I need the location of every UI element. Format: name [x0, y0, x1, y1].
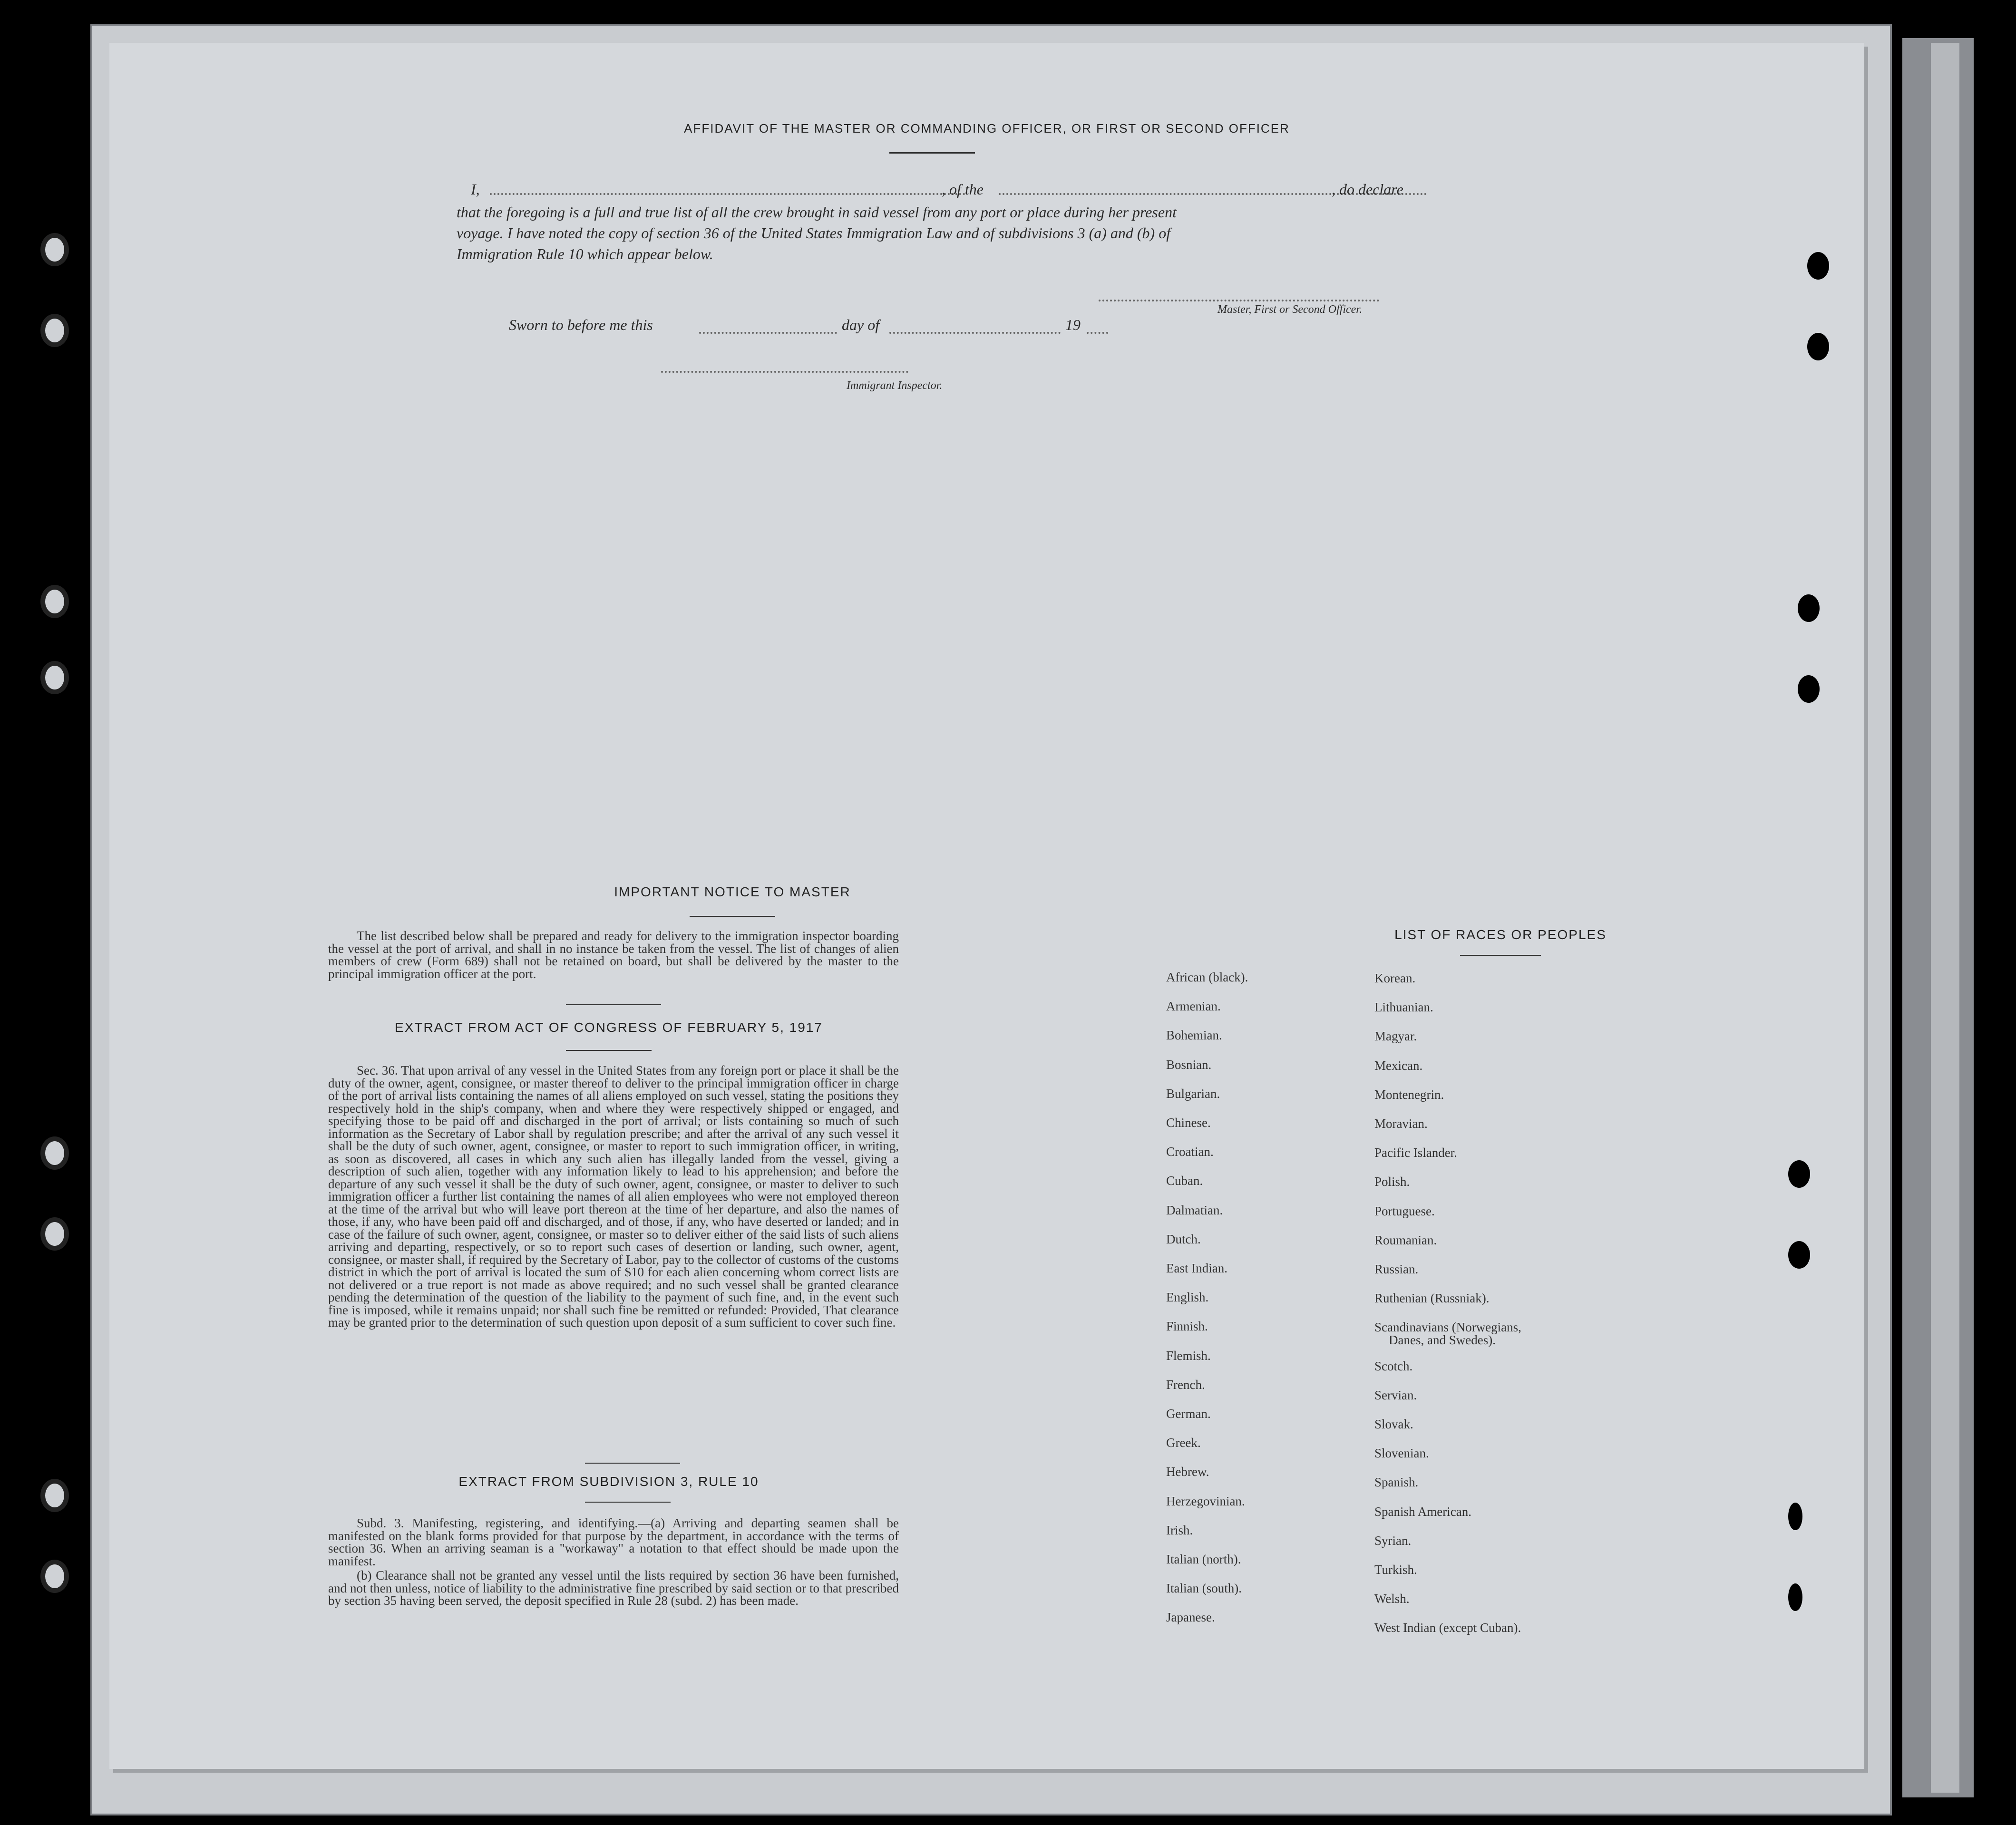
sworn-month-blank[interactable]: [889, 332, 1061, 334]
punch-hole: [1788, 1241, 1810, 1269]
race-item: Welsh.: [1374, 1592, 1410, 1606]
notice-title: IMPORTANT NOTICE TO MASTER: [614, 884, 851, 899]
binder-hole: [40, 661, 69, 694]
punch-hole: [1807, 252, 1829, 280]
act-section-36-text: Sec. 36. That upon arrival of any vessel in the United States from any foreign port or place it shall be the duty of the owner, agent, consignee, or master thereof to deliver to the principal immigration officer in charge of the port of arrival lists containing the names of all aliens employed on such vessel, stating the positions they respectively hold in the ship's company, when and where they were respectively shipped or engaged, and specifying those to be paid off and discharged in the port of arrival; or lists containing so much of such information as the Secretary of Labor shall by regulation prescribe; and after the arrival of any such vessel it shall be the duty of such owner, agent, consignee, or master to report to such immigration officer, in writing, as soon as discovered, all cases in which any such alien has illegally landed from the vessel, giving a description of such alien, together with any information likely to lead to his apprehension; and before the departure of any such vessel it shall be the duty of such owner, agent, consignee, or master to deliver to such immigration officer a further list containing the names of all alien employees who were not employed thereon at the time of the arrival but who will leave port thereon at the time of her departure, and also the names of those, if any, who have been paid off and discharged, and of those, if any, who have deserted or landed; and in case of the failure of such owner, agent, consignee, or master so to deliver either of the said lists of such aliens arriving and departing, respectively, or so to report such cases of desertion or landing, such owner, agent, consignee, or master shall, if required by the Secretary of Labor, pay to the collector of customs of the customs district in which the port of arrival is located the sum of $10 for each alien concerning whom correct lists are not delivered or a true report is not made as above required; and no such vessel shall be granted clearance pending the determination of the question of the liability to the payment of such fine, and, in the event such fine is imposed, while it remains unpaid; nor shall such fine be remitted or refunded: Provided, That clearance may be granted prior to the determination of such question upon deposit of a sum sufficient to cover such fine.: [328, 1063, 899, 1330]
notice-rule: [690, 916, 775, 917]
race-item: East Indian.: [1166, 1261, 1227, 1275]
punch-hole: [1788, 1160, 1810, 1188]
race-item: Scandinavians (Norwegians,: [1374, 1320, 1521, 1335]
race-item: Bulgarian.: [1166, 1086, 1220, 1101]
sworn-label: Sworn to before me this: [509, 316, 653, 333]
race-item: English.: [1166, 1290, 1209, 1305]
races-rule: [1460, 955, 1541, 956]
day-of-label: day of: [842, 316, 880, 333]
race-item: Turkish.: [1374, 1563, 1417, 1577]
race-item: Herzegovinian.: [1166, 1494, 1245, 1508]
affidavit-line-2: that the foregoing is a full and true list of all the crew brought in said vessel from any port or place during her present: [457, 204, 1177, 221]
name-blank[interactable]: [490, 193, 965, 195]
act-rule: [566, 1050, 652, 1051]
race-item: Hebrew.: [1166, 1465, 1209, 1479]
binder-hole: [40, 314, 69, 347]
race-item: Korean.: [1374, 971, 1416, 985]
title-rule: [889, 152, 975, 154]
race-item: Danes, and Swedes).: [1389, 1332, 1496, 1347]
binder-hole: [40, 233, 69, 266]
binder-hole: [40, 585, 69, 618]
race-item: Montenegrin.: [1374, 1087, 1444, 1102]
race-item: Pacific Islander.: [1374, 1145, 1457, 1160]
notice-text: The list described below shall be prepared and ready for delivery to the immigration inspector boarding the vessel at the port of arrival, and shall in no instance be taken from the vessel. The list of changes of alien members of crew (Form 689) shall not be retained on board, but shall be delivered by the master to the principal immigration officer at the port.: [328, 929, 899, 981]
race-item: Moravian.: [1374, 1116, 1428, 1131]
notice-end-rule: [566, 1004, 661, 1005]
punch-hole: [1798, 675, 1820, 703]
binder-hole: [40, 1217, 69, 1251]
punch-hole: [1798, 594, 1820, 622]
binder-hole: [40, 1136, 69, 1170]
race-item: Mexican.: [1374, 1058, 1423, 1073]
year-blank[interactable]: [1087, 332, 1108, 334]
binder-hole: [40, 1560, 69, 1593]
punch-hole: [1788, 1583, 1802, 1611]
affidavit-do-declare: , do declare: [1332, 181, 1403, 198]
race-item: African (black).: [1166, 970, 1248, 984]
race-item: Finnish.: [1166, 1319, 1208, 1334]
race-item: Armenian.: [1166, 999, 1221, 1014]
race-item: Bohemian.: [1166, 1028, 1222, 1043]
race-item: German.: [1166, 1407, 1211, 1421]
race-item: Dutch.: [1166, 1232, 1201, 1246]
affidavit-of-the: , of the: [942, 181, 984, 198]
race-item: Portuguese.: [1374, 1204, 1435, 1218]
affidavit-title: AFFIDAVIT OF THE MASTER OR COMMANDING OFFICER, OR FIRST OR SECOND OFFICER: [684, 121, 1290, 136]
rule-para-a: Subd. 3. Manifesting, registering, and identifying.—(a) Arriving and departing seamen shall be manifested on the blank forms provided for that purpose by the department, in accordance with the terms of section 36. When an arriving seaman is a "workaway" a notation to that effect should be made upon the manifest.: [328, 1516, 899, 1568]
race-item: Irish.: [1166, 1523, 1193, 1537]
race-item: Scotch.: [1374, 1359, 1413, 1373]
race-item: Chinese.: [1166, 1116, 1211, 1130]
signature-label: Master, First or Second Officer.: [1217, 303, 1362, 316]
sworn-day-blank[interactable]: [699, 332, 837, 334]
race-item: Slovak.: [1374, 1417, 1413, 1431]
rule-text: [328, 1517, 899, 1607]
signature-line[interactable]: [1099, 300, 1379, 301]
race-item: Italian (north).: [1166, 1552, 1241, 1566]
race-item: Italian (south).: [1166, 1581, 1242, 1596]
race-item: West Indian (except Cuban).: [1374, 1621, 1521, 1635]
race-item: Magyar.: [1374, 1029, 1417, 1044]
race-item: Slovenian.: [1374, 1446, 1429, 1461]
race-item: Russian.: [1374, 1262, 1419, 1276]
race-item: Spanish American.: [1374, 1504, 1471, 1519]
race-item: Ruthenian (Russniak).: [1374, 1291, 1490, 1306]
inspector-signature-line[interactable]: [661, 371, 908, 373]
race-item: Croatian.: [1166, 1145, 1214, 1159]
affidavit-line-4: Immigration Rule 10 which appear below.: [457, 245, 713, 262]
rule-title: EXTRACT FROM SUBDIVISION 3, RULE 10: [458, 1474, 759, 1489]
race-item: Bosnian.: [1166, 1057, 1212, 1072]
act-title: EXTRACT FROM ACT OF CONGRESS OF FEBRUARY 5, 1917: [395, 1020, 823, 1035]
race-item: Polish.: [1374, 1175, 1410, 1189]
rule-para-b: (b) Clearance shall not be granted any vessel until the lists required by section 36 have been furnished, and not then unless, notice of liability to the administrative fine prescribed by said section or to that prescribed by section 35 having been served, the deposit specified in Rule 28 (subd. 2) has been made.: [328, 1568, 899, 1608]
act-end-rule: [585, 1463, 680, 1464]
binder-hole: [40, 1479, 69, 1512]
inspector-label: Immigrant Inspector.: [847, 379, 943, 392]
race-item: Greek.: [1166, 1436, 1201, 1450]
races-title: LIST OF RACES OR PEOPLES: [1394, 927, 1607, 942]
page-stack-edge: [1931, 43, 1959, 1793]
race-item: Dalmatian.: [1166, 1203, 1223, 1217]
race-item: French.: [1166, 1377, 1205, 1392]
race-item: Flemish.: [1166, 1348, 1211, 1363]
rule-rule: [585, 1502, 671, 1503]
punch-hole: [1807, 333, 1829, 360]
document-page: [109, 43, 1864, 1769]
race-item: Spanish.: [1374, 1475, 1419, 1490]
punch-hole: [1788, 1503, 1802, 1530]
race-item: Japanese.: [1166, 1610, 1215, 1625]
race-item: Lithuanian.: [1374, 1000, 1433, 1015]
affidavit-line-3: voyage. I have noted the copy of section 36 of the United States Immigration Law and of subdivisions 3 (a) and (b) of: [457, 224, 1171, 242]
year-label: 19: [1065, 316, 1081, 333]
race-item: Servian.: [1374, 1388, 1417, 1402]
race-item: Syrian.: [1374, 1533, 1412, 1548]
affidavit-i-label: I,: [471, 181, 480, 198]
race-item: Roumanian.: [1374, 1233, 1437, 1247]
race-item: Cuban.: [1166, 1174, 1203, 1188]
